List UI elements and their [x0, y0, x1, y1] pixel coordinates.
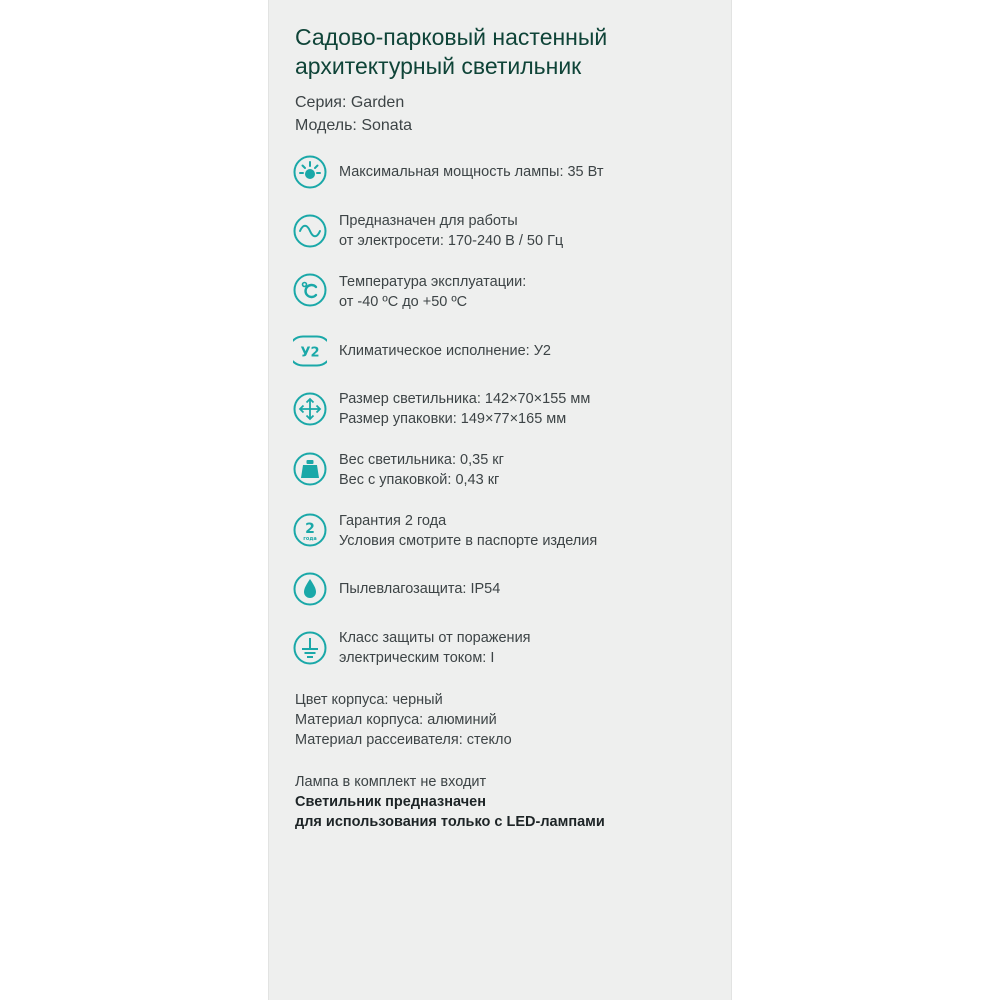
spec-text: [339, 272, 526, 312]
spec-text: [339, 628, 531, 668]
diffuser-material: Материал рассеивателя: стекло: [295, 732, 512, 748]
climate-glyph: У2: [300, 345, 320, 361]
material-properties: [295, 690, 512, 750]
product-title-line1: Садово-парковый настенный: [295, 24, 608, 50]
lamp-not-included-note: Лампа в комплект не входит: [295, 774, 487, 790]
spec-line: Класс защиты от поражения: [339, 630, 531, 646]
ac-power-icon: [293, 214, 327, 248]
spec-line: Пылевлагозащита: IP54: [339, 581, 501, 597]
spec-text: [339, 511, 597, 551]
product-title: [295, 23, 725, 81]
water-drop-icon: [293, 572, 327, 606]
spec-line: Максимальная мощность лампы: 35 Вт: [339, 164, 604, 180]
spec-text: [339, 450, 504, 490]
warranty-glyph-sub: года: [303, 536, 317, 542]
spec-text: [339, 579, 500, 599]
lamp-power-icon: [293, 155, 327, 189]
warranty-icon: [293, 513, 327, 547]
model-label: Модель: Sonata: [295, 117, 413, 134]
spec-line: от -40 ºС до +50 ºС: [339, 294, 468, 310]
warranty-glyph: 2: [305, 521, 315, 537]
lamp-notes: [295, 772, 605, 832]
product-title-line2: архитектурный светильник: [295, 53, 582, 79]
spec-line: Условия смотрите в паспорте изделия: [339, 533, 598, 549]
weight-icon: [293, 452, 327, 486]
series-label: Серия: Garden: [295, 94, 405, 111]
spec-line: электрическим током: I: [339, 650, 495, 666]
spec-line: Вес светильника: 0,35 кг: [339, 452, 504, 468]
spec-text: [339, 211, 563, 251]
spec-line: Вес с упаковкой: 0,43 кг: [339, 472, 500, 488]
spec-line: Гарантия 2 года: [339, 513, 447, 529]
spec-text: [339, 341, 551, 361]
product-meta: [295, 91, 412, 137]
spec-line: Размер светильника: 142×70×155 мм: [339, 391, 591, 407]
climate-u2-icon: [293, 334, 327, 368]
spec-line: Климатическое исполнение: У2: [339, 343, 551, 359]
spec-text: [339, 162, 603, 182]
body-color: Цвет корпуса: черный: [295, 692, 443, 708]
temperature-icon: [293, 273, 327, 307]
led-only-note-line1: Светильник предназначен: [295, 794, 486, 810]
spec-line: Размер упаковки: 149×77×165 мм: [339, 411, 567, 427]
dimensions-icon: [293, 392, 327, 426]
spec-line: Предназначен для работы: [339, 213, 518, 229]
spec-text: [339, 389, 590, 429]
body-material: Материал корпуса: алюминий: [295, 712, 497, 728]
led-only-note-line2: для использования только с LED-лампами: [295, 814, 605, 830]
spec-line: от электросети: 170-240 В / 50 Гц: [339, 233, 564, 249]
ground-protection-icon: [293, 631, 327, 665]
spec-line: Температура эксплуатации:: [339, 274, 527, 290]
spec-panel: [268, 0, 732, 1000]
